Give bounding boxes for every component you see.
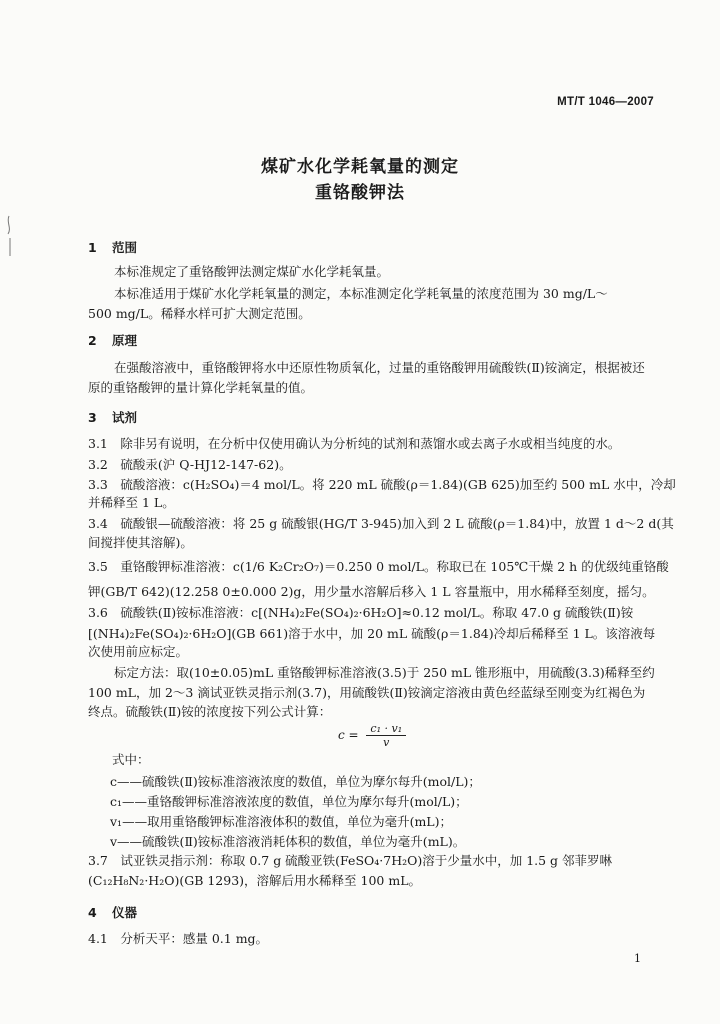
paragraph-line: 次使用前应标定。 bbox=[88, 644, 189, 659]
symbol-definition: v——硫酸铁(Ⅱ)铵标准溶液消耗体积的数值，单位为毫升(mL)。 bbox=[110, 834, 466, 849]
symbol-definition: c₁——重铬酸钾标准溶液浓度的数值，单位为摩尔每升(mol/L)； bbox=[110, 794, 468, 809]
paragraph-line: 钾(GB/T 642)(12.258 0±0.000 2)g，用少量水溶解后移入 1 L 容量瓶中，用水稀释至刻度，摇匀。 bbox=[88, 584, 655, 599]
clause-3-5: 3.5 重铬酸钾标准溶液：c(1/6 K₂Cr₂O₇)＝0.250 0 mol/L。称取已在 105℃干燥 2 h 的优级纯重铬酸 bbox=[88, 559, 669, 574]
formula-denominator: v bbox=[383, 736, 390, 749]
document-title: 煤矿水化学耗氧量的测定 bbox=[261, 157, 459, 177]
paragraph-line: [(NH₄)₂Fe(SO₄)₂·6H₂O](GB 661)溶于水中，加 20 mL 硫酸(ρ＝1.84)冷却后稀释至 1 L。该溶液每 bbox=[88, 626, 656, 641]
document-subtitle: 重铬酸钾法 bbox=[315, 183, 405, 203]
paragraph-line: 并稀释至 1 L。 bbox=[88, 495, 175, 510]
standard-number: MT/T 1046—2007 bbox=[557, 96, 654, 108]
section-heading-reagents bbox=[88, 408, 137, 426]
where-label: 式中： bbox=[112, 752, 150, 767]
paragraph-line: 本标准规定了重铬酸钾法测定煤矿水化学耗氧量。 bbox=[114, 264, 390, 279]
paragraph-line: 原的重铬酸钾的量计算化学耗氧量的值。 bbox=[88, 380, 314, 395]
section-number: 1 bbox=[88, 240, 97, 255]
section-title: 原理 bbox=[112, 333, 138, 348]
paragraph-line: 标定方法：取(10±0.05)mL 重铬酸钾标准溶液(3.5)于 250 mL 锥形瓶中，用硫酸(3.3)稀释至约 bbox=[114, 665, 655, 680]
clause-3-2: 3.2 硫酸汞(沪 Q-HJ12-147-62)。 bbox=[88, 457, 292, 472]
section-heading-scope bbox=[88, 238, 137, 256]
section-title: 仪器 bbox=[112, 905, 138, 920]
section-number: 4 bbox=[88, 905, 97, 920]
paragraph-line: 在强酸溶液中，重铬酸钾将水中还原性物质氧化，过量的重铬酸钾用硫酸铁(Ⅱ)铵滴定，根据被还 bbox=[114, 360, 645, 375]
section-heading-principle bbox=[88, 331, 137, 349]
section-number: 3 bbox=[88, 410, 97, 425]
paragraph-line: 间搅拌使其溶解)。 bbox=[88, 535, 193, 550]
paragraph-line: 500 mg/L。稀释水样可扩大测定范围。 bbox=[88, 306, 311, 321]
formula-numerator: c₁ · v₁ bbox=[366, 722, 406, 736]
section-title: 范围 bbox=[112, 240, 138, 255]
section-title: 试剂 bbox=[112, 410, 138, 425]
paragraph-line: 100 mL，加 2～3 滴试亚铁灵指示剂(3.7)，用硫酸铁(Ⅱ)铵滴定溶液由黄色经蓝绿至刚变为红褐色为 bbox=[88, 685, 646, 700]
paragraph-line: 终点。硫酸铁(Ⅱ)铵的浓度按下列公式计算： bbox=[88, 704, 332, 719]
formula-fraction bbox=[366, 722, 406, 749]
clause-3-3: 3.3 硫酸溶液：c(H₂SO₄)＝4 mol/L。将 220 mL 硫酸(ρ＝1.84)(GB 625)加至约 500 mL 水中，冷却 bbox=[88, 477, 676, 492]
paragraph-line: (C₁₂H₈N₂·H₂O)(GB 1293)，溶解后用水稀释至 100 mL。 bbox=[88, 873, 422, 888]
scan-mark bbox=[4, 214, 14, 258]
clause-3-7: 3.7 试亚铁灵指示剂：称取 0.7 g 硫酸亚铁(FeSO₄·7H₂O)溶于少量水中，加 1.5 g 邻菲罗啉 bbox=[88, 853, 613, 868]
paragraph-line: 本标准适用于煤矿水化学耗氧量的测定，本标准测定化学耗氧量的浓度范围为 30 mg/L～ bbox=[114, 286, 608, 301]
formula bbox=[338, 722, 406, 749]
formula-lhs: c = bbox=[338, 728, 359, 742]
clause-4-1: 4.1 分析天平：感量 0.1 mg。 bbox=[88, 931, 269, 946]
page-number: 1 bbox=[634, 952, 641, 965]
symbol-definition: c——硫酸铁(Ⅱ)铵标准溶液浓度的数值，单位为摩尔每升(mol/L)； bbox=[110, 774, 481, 789]
clause-3-4: 3.4 硫酸银—硫酸溶液：将 25 g 硫酸银(HG/T 3-945)加入到 2 L 硫酸(ρ＝1.84)中，放置 1 d～2 d(其 bbox=[88, 516, 674, 531]
section-number: 2 bbox=[88, 333, 97, 348]
clause-3-6: 3.6 硫酸铁(Ⅱ)铵标准溶液：c[(NH₄)₂Fe(SO₄)₂·6H₂O]≈0.12 mol/L。称取 47.0 g 硫酸铁(Ⅱ)铵 bbox=[88, 605, 634, 620]
section-heading-apparatus bbox=[88, 903, 137, 921]
symbol-definition: v₁——取用重铬酸钾标准溶液体积的数值，单位为毫升(mL)； bbox=[110, 814, 452, 829]
clause-3-1: 3.1 除非另有说明，在分析中仅使用确认为分析纯的试剂和蒸馏水或去离子水或相当纯度的水。 bbox=[88, 436, 621, 451]
